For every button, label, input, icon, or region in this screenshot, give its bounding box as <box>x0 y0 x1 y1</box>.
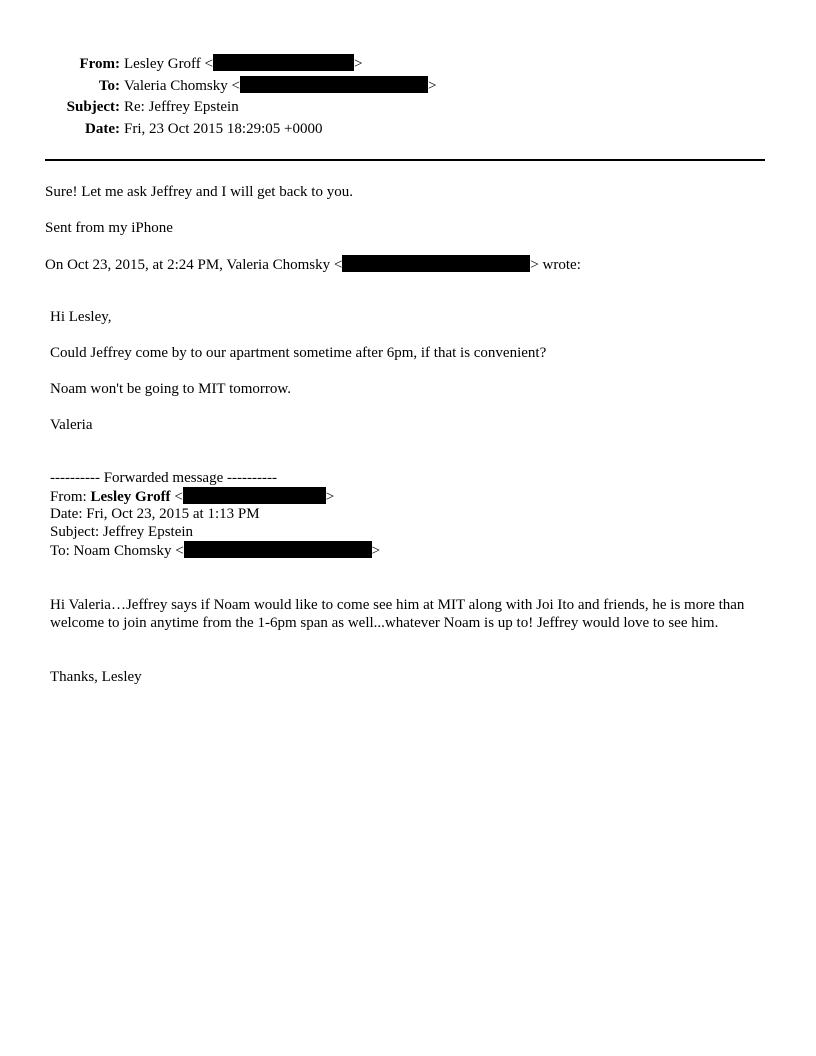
date-label: Date: <box>85 121 120 137</box>
quoted-line1: Could Jeffrey come by to our apartment sometime after 6pm, if that is convenient? <box>50 345 547 361</box>
forwarded-separator: ---------- Forwarded message ---------- <box>50 470 277 486</box>
attribution-suffix: > wrote: <box>530 257 581 273</box>
to-label: To: <box>98 78 120 94</box>
to-close: > <box>427 78 437 94</box>
forwarded-date: Date: Fri, Oct 23, 2015 at 1:13 PM <box>50 506 260 522</box>
from-label: From: <box>79 56 120 72</box>
redaction-box <box>184 541 372 558</box>
fwd-to-close: > <box>371 543 381 559</box>
to-name: Valeria Chomsky < <box>124 78 240 94</box>
subject-label: Subject: <box>66 99 120 115</box>
fwd-from-name: Lesley Groff <box>90 489 171 505</box>
redaction-box <box>240 76 428 93</box>
attribution-prefix: On Oct 23, 2015, at 2:24 PM, Valeria Chomsky < <box>45 257 343 273</box>
forwarded-closing: Thanks, Lesley <box>50 669 142 685</box>
quoted-line2: Noam won't be going to MIT tomorrow. <box>50 381 292 397</box>
from-close: > <box>354 56 363 72</box>
quoted-greeting: Hi Lesley, <box>50 309 112 325</box>
reply-signature: Sent from my iPhone <box>45 220 173 236</box>
fwd-from-open: < <box>170 489 183 505</box>
reply-attribution <box>45 255 581 274</box>
from-name: Lesley Groff < <box>124 56 213 72</box>
redaction-box <box>183 487 326 504</box>
forwarded-to <box>50 541 380 560</box>
redaction-box <box>213 54 354 71</box>
fwd-from-prefix: From: <box>50 489 91 505</box>
forwarded-subject: Subject: Jeffrey Epstein <box>50 524 194 540</box>
forwarded-body: Hi Valeria…Jeffrey says if Noam would like to come see him at MIT along with Joi Ito and friends, he is more than welcome to join anytime from the 1-6pm span as well...whatever Noam is up to! Jeffrey would love to see him. <box>50 597 745 631</box>
fwd-from-close: > <box>325 489 335 505</box>
subject-value: Re: Jeffrey Epstein <box>124 99 239 115</box>
header-to <box>0 76 436 95</box>
reply-body: Sure! Let me ask Jeffrey and I will get back to you. <box>45 184 353 200</box>
to-value <box>120 78 436 94</box>
redaction-box <box>342 255 530 272</box>
date-value: Fri, 23 Oct 2015 18:29:05 +0000 <box>124 121 323 137</box>
header-from <box>0 54 362 73</box>
fwd-to-prefix: To: Noam Chomsky < <box>50 543 184 559</box>
from-value <box>120 56 362 72</box>
header-date <box>0 120 322 138</box>
forwarded-from <box>50 487 334 506</box>
quoted-sign: Valeria <box>50 417 93 433</box>
header-divider <box>45 159 765 161</box>
header-subject <box>0 98 239 116</box>
